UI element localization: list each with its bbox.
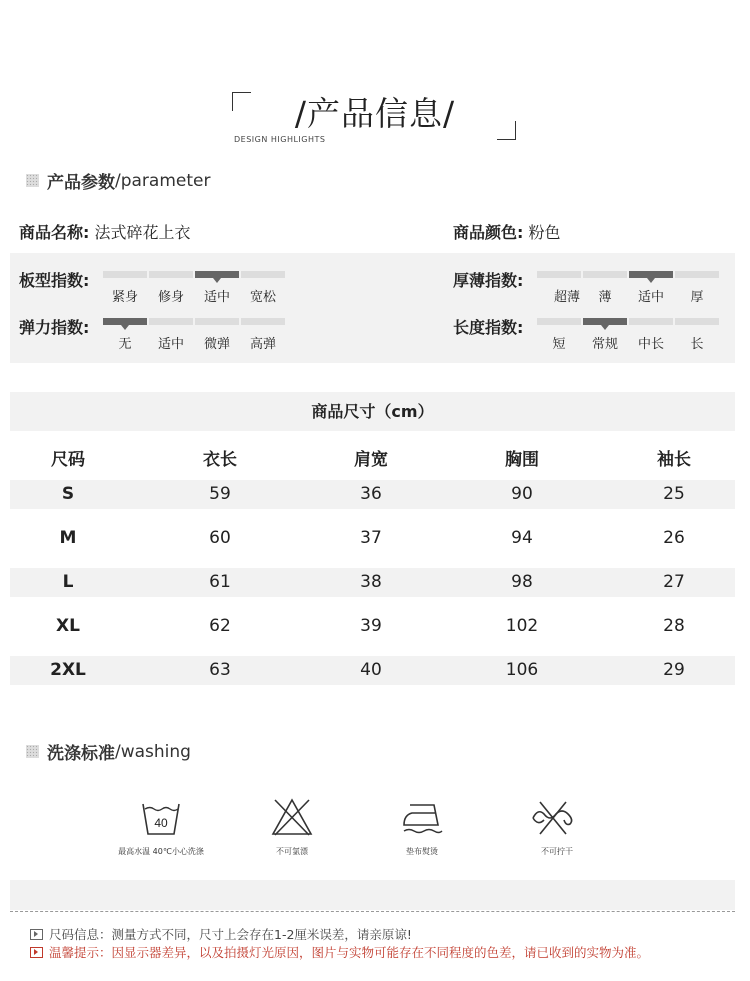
index-option: 超薄: [553, 290, 580, 305]
table-cell: 29: [663, 660, 685, 680]
product-name-row: [19, 220, 191, 243]
warm-note-text: 温馨提示：因显示器差异，以及拍摄灯光原因，图片与实物可能存在不同程度的色差，请已收到的实物为准。: [49, 945, 650, 960]
table-cell: 61: [209, 572, 231, 592]
table-cell: 94: [511, 528, 533, 548]
wash-40-icon: [141, 800, 181, 836]
table-header-cell: 胸围: [505, 450, 539, 470]
index-option: 薄: [598, 290, 612, 305]
table-cell: 102: [505, 616, 539, 636]
product-name-value: 法式碎花上衣: [94, 223, 191, 242]
product-color-value: 粉色: [528, 223, 561, 242]
index-bar: [195, 318, 239, 325]
dashed-divider: [10, 911, 735, 912]
index-bar: [149, 318, 193, 325]
size-table-header: [0, 445, 750, 469]
washing-heading-en: /washing: [115, 741, 191, 762]
index-option: 长: [690, 337, 704, 352]
index-bar-selected: [195, 271, 239, 278]
index-bar: [241, 271, 285, 278]
table-row: [0, 616, 750, 638]
table-cell: 37: [360, 528, 382, 548]
table-cell: 90: [511, 484, 533, 504]
index-bar-selected: [583, 318, 627, 325]
table-cell: 26: [663, 528, 685, 548]
index-option: 宽松: [249, 290, 276, 305]
no-bleach-label: 不可氯漂: [276, 847, 308, 856]
index-bar: [675, 318, 719, 325]
stretch-index-scale: [103, 318, 293, 358]
no-bleach-icon: [271, 797, 313, 837]
table-row: [0, 660, 750, 682]
index-option: 适中: [203, 290, 230, 305]
index-option: 适中: [637, 290, 664, 305]
length-index-scale: [537, 318, 727, 358]
product-name-label: 商品名称:: [19, 223, 90, 242]
washing-heading-cn: 洗涤标准: [47, 744, 115, 764]
product-color-row: [453, 220, 561, 243]
corner-top-left: [232, 92, 251, 111]
index-bar: [537, 318, 581, 325]
no-wring-icon: [530, 800, 576, 836]
table-cell: M: [59, 528, 77, 548]
thickness-index-scale: [537, 271, 727, 311]
index-bar: [241, 318, 285, 325]
iron-cloth-label: 垫布熨烫: [406, 847, 438, 856]
stretch-index-label: 弹力指数:: [19, 318, 90, 337]
fit-index-label: 板型指数:: [19, 271, 90, 290]
index-option: 微弹: [203, 337, 230, 352]
index-option: 短: [552, 337, 566, 352]
warm-note: [30, 943, 649, 961]
play-icon: [30, 947, 43, 958]
table-header-cell: 衣长: [203, 450, 237, 470]
index-option: 修身: [157, 290, 184, 305]
table-row: [0, 528, 750, 550]
table-cell: 38: [360, 572, 382, 592]
index-option: 中长: [637, 337, 664, 352]
table-cell: 60: [209, 528, 231, 548]
index-option: 常规: [591, 337, 618, 352]
index-option: 厚: [690, 290, 704, 305]
index-option: 紧身: [111, 290, 138, 305]
table-cell: L: [62, 572, 74, 592]
index-bar-selected: [103, 318, 147, 325]
square-icon: [26, 174, 39, 187]
wash-40-label: 最高水温 40℃小心洗涤: [118, 847, 204, 856]
fit-index-scale: [103, 271, 293, 311]
product-color-label: 商品颜色:: [453, 223, 524, 242]
footer-strip: [10, 880, 735, 910]
no-wring-label: 不可拧干: [541, 847, 573, 856]
table-header-cell: 肩宽: [354, 450, 388, 470]
play-icon: [30, 929, 43, 940]
index-bar: [675, 271, 719, 278]
index-option: 适中: [157, 337, 184, 352]
table-cell: 27: [663, 572, 685, 592]
index-bar: [583, 271, 627, 278]
index-option: 无: [118, 337, 132, 352]
thickness-index-label: 厚薄指数:: [453, 271, 524, 290]
table-cell: 98: [511, 572, 533, 592]
table-cell: 25: [663, 484, 685, 504]
size-table-title: 商品尺寸（cm）: [10, 392, 735, 431]
table-cell: 59: [209, 484, 231, 504]
length-index-label: 长度指数:: [453, 318, 524, 337]
table-cell: 2XL: [50, 660, 86, 680]
table-cell: 63: [209, 660, 231, 680]
page-subtitle: DESIGN HIGHLIGHTS: [234, 135, 326, 144]
parameter-heading: [26, 168, 210, 193]
table-cell: 106: [505, 660, 539, 680]
table-row: [0, 572, 750, 594]
table-cell: 40: [360, 660, 382, 680]
table-cell: 62: [209, 616, 231, 636]
square-icon: [26, 745, 39, 758]
table-header-cell: 袖长: [657, 450, 691, 470]
parameter-heading-cn: 产品参数: [47, 173, 115, 193]
index-bar: [149, 271, 193, 278]
index-option: 高弹: [249, 337, 276, 352]
table-cell: XL: [56, 616, 80, 636]
table-cell: 28: [663, 616, 685, 636]
size-note-text: 尺码信息：测量方式不同，尺寸上会存在1-2厘米误差，请亲原谅!: [49, 927, 412, 942]
index-bar: [103, 271, 147, 278]
table-cell: 39: [360, 616, 382, 636]
size-note: [30, 925, 412, 943]
index-bar: [629, 318, 673, 325]
index-bar: [537, 271, 581, 278]
iron-cloth-icon: [400, 801, 444, 837]
table-row: [0, 484, 750, 506]
table-header-cell: 尺码: [51, 450, 85, 470]
index-bar-selected: [629, 271, 673, 278]
page-title: /产品信息/: [294, 94, 456, 133]
washing-heading: [26, 739, 191, 764]
wash-temp-text: 40: [154, 816, 168, 830]
table-cell: S: [61, 484, 75, 504]
table-cell: 36: [360, 484, 382, 504]
parameter-heading-en: /parameter: [115, 170, 211, 191]
